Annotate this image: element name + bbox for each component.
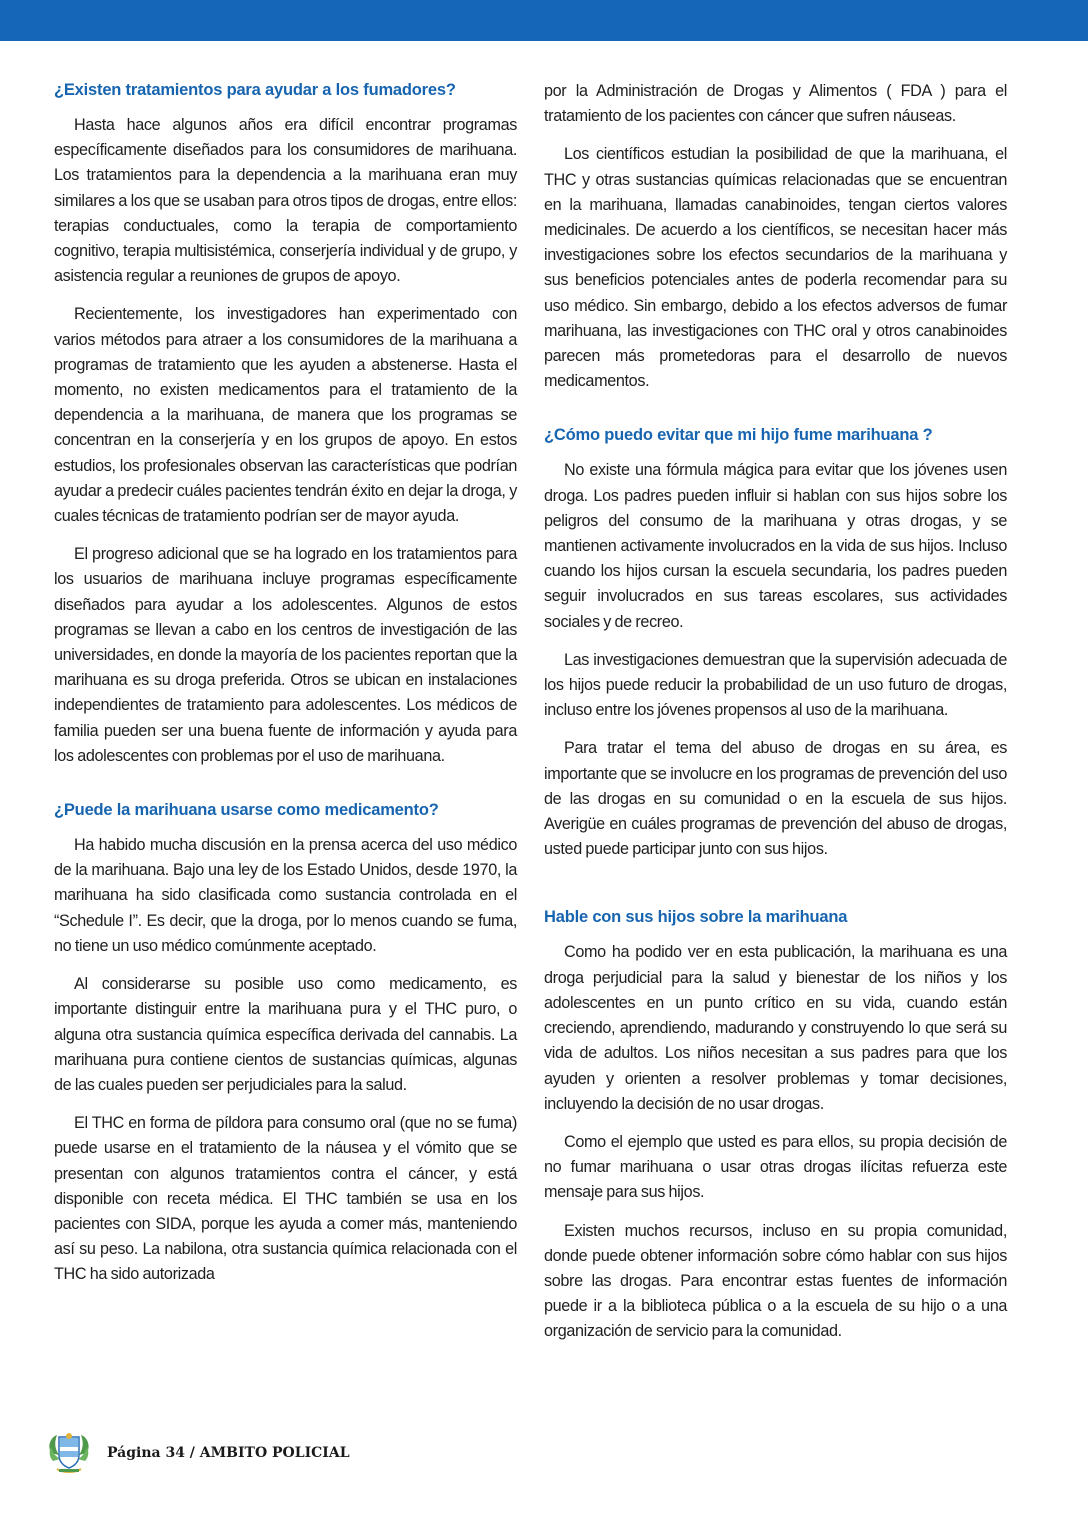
page-number-label: Página 34 / AMBITO POLICIAL	[107, 1445, 350, 1461]
paragraph: Las investigaciones demuestran que la supervisión adecuada de los hijos puede reducir la probabilidad de un uso futuro de drogas, incluso entre los jóvenes propensos al uso de la marihuana.	[544, 650, 1007, 720]
heading-evitar: ¿Cómo puedo evitar que mi hijo fume marihuana ?	[544, 426, 933, 445]
page-footer	[45, 1431, 545, 1471]
paragraph: Recientemente, los investigadores han experimentado con varios métodos para atraer a los consumidores de la marihuana a programas de tratamiento que les ayuden a abstenerse. Hasta el momento, no existen medicamentos para el tratamiento de la dependencia a la marihuana, de manera que los programas se concentran en la conserjería y en los grupos de apoyo. En estos estudios, los profesionales observan las características que podrían ayudar a predecir cuáles pacientes tendrán éxito en dejar la droga, y cuales técnicas de tratamiento podrían ser de mayor ayuda.	[54, 305, 517, 526]
paragraph-continuation: por la Administración de Drogas y Alimentos ( FDA ) para el tratamiento de los pacientes con cáncer que sufren náuseas.	[544, 82, 1007, 126]
left-column	[54, 79, 517, 1301]
paragraph: No existe una fórmula mágica para evitar que los jóvenes usen droga. Los padres pueden influir si hablan con sus hijos sobre los peligros del consumo de la marihuana y otras drogas, y se mantienen activamente involucrados en la vida de sus hijos. Incluso cuando los hijos cursan la escuela secundaria, los padres pueden seguir involucrados en sus tareas escolares, sus actividades sociales y de recreo.	[544, 461, 1007, 631]
paragraph: Al considerarse su posible uso como medicamento, es importante distinguir entre la marihuana pura y el THC puro, o alguna otra sustancia química específica derivada del cannabis. La marihuana pura contiene cientos de sustancias químicas, algunas de las cuales pueden ser perjudiciales para la salud.	[54, 975, 517, 1094]
paragraph: Existen muchos recursos, incluso en su propia comunidad, donde puede obtener información sobre cómo hablar con sus hijos sobre las drogas. Para encontrar estas fuentes de información puede ir a la biblioteca pública o a la escuela de su hijo o a una organización de servicio para la comunidad.	[544, 1221, 1007, 1341]
police-crest-icon	[45, 1431, 93, 1475]
heading-medicamento: ¿Puede la marihuana usarse como medicamento?	[54, 801, 439, 820]
paragraph: Como ha podido ver en esta publicación, la marihuana es una droga perjudicial para la salud y bienestar de los niños y los adolescentes en un punto crítico en su vida, cuando están creciendo, aprendiendo, madurando y construyendo lo que será su vida de adultos. Los niños necesitan a sus padres para que los ayuden y orienten a resolver problemas y tomar decisiones, incluyendo la decisión de no usar drogas.	[544, 943, 1007, 1113]
paragraph: Hasta hace algunos años era difícil encontrar programas específicamente diseñados para los consumidores de marihuana. Los tratamientos para la dependencia a la marihuana eran muy similares a los que se usaban para otros tipos de drogas, entre ellos: terapias conductuales, como la terapia de comportamiento cognitivo, terapia multisistémica, conserjería individual y de grupo, y asistencia regular a reuniones de grupos de apoyo.	[54, 116, 517, 286]
heading-tratamientos: ¿Existen tratamientos para ayudar a los fumadores?	[54, 81, 456, 99]
paragraph: Ha habido mucha discusión en la prensa acerca del uso médico de la marihuana. Bajo una ley de los Estado Unidos, desde 1970, la marihuana ha sido clasificada como sustancia controlada en el “Schedule I”. Es decir, que la droga, por lo menos cuando se fuma, no tiene un uso médico comúnmente aceptado.	[54, 836, 517, 955]
paragraph: Los científicos estudian la posibilidad de que la marihuana, el THC y otras sustancias químicas relacionadas que se encuentran en la marihuana, llamadas canabinoides, tengan ciertos valores medicinales. De acuerdo a los científicos, se necesitan hacer más investigaciones sobre los efectos secundarios de la marihuana y sus beneficios potenciales antes de poderla recomendar para su uso médico. Sin embargo, debido a los efectos adversos de fumar marihuana, las investigaciones con THC oral y otros canabinoides parecen más prometedoras para el desarrollo de nuevos medicamentos.	[544, 145, 1007, 391]
heading-hable: Hable con sus hijos sobre la marihuana	[544, 908, 848, 927]
paragraph: El THC en forma de píldora para consumo oral (que no se fuma) puede usarse en el tratamiento de la náusea y el vómito que se presentan con algunos tratamientos contra el cáncer, y está disponible con receta médica. El THC también se usa en los pacientes con SIDA, porque les ayuda a comer más, manteniendo así su peso. La nabilona, otra sustancia química relacionada con el THC ha sido autorizada	[54, 1114, 517, 1284]
header-bar	[0, 0, 1088, 41]
paragraph: El progreso adicional que se ha logrado en los tratamientos para los usuarios de marihuana incluye programas específicamente diseñados para ayudar a los adolescentes. Algunos de estos programas se llevan a cabo en los centros de investigación de las universidades, en donde la mayoría de los pacientes reportan que la marihuana es su droga preferida. Otros se ubican en instalaciones independientes de tratamiento para adolescentes. Los médicos de familia pueden ser una buena fuente de información y ayuda para los adolescentes con problemas por el uso de marihuana.	[54, 545, 517, 765]
right-column	[544, 79, 1007, 1358]
paragraph: Para tratar el tema del abuso de drogas en su área, es importante que se involucre en los programas de prevención del uso de las drogas en su comunidad o en la escuela de sus hijos. Averigüe en cuáles programas de prevención del abuso de drogas, usted puede participar junto con sus hijos.	[544, 739, 1007, 859]
paragraph: Como el ejemplo que usted es para ellos, su propia decisión de no fumar marihuana o usar otras drogas ilícitas refuerza este mensaje para sus hijos.	[544, 1132, 1007, 1202]
